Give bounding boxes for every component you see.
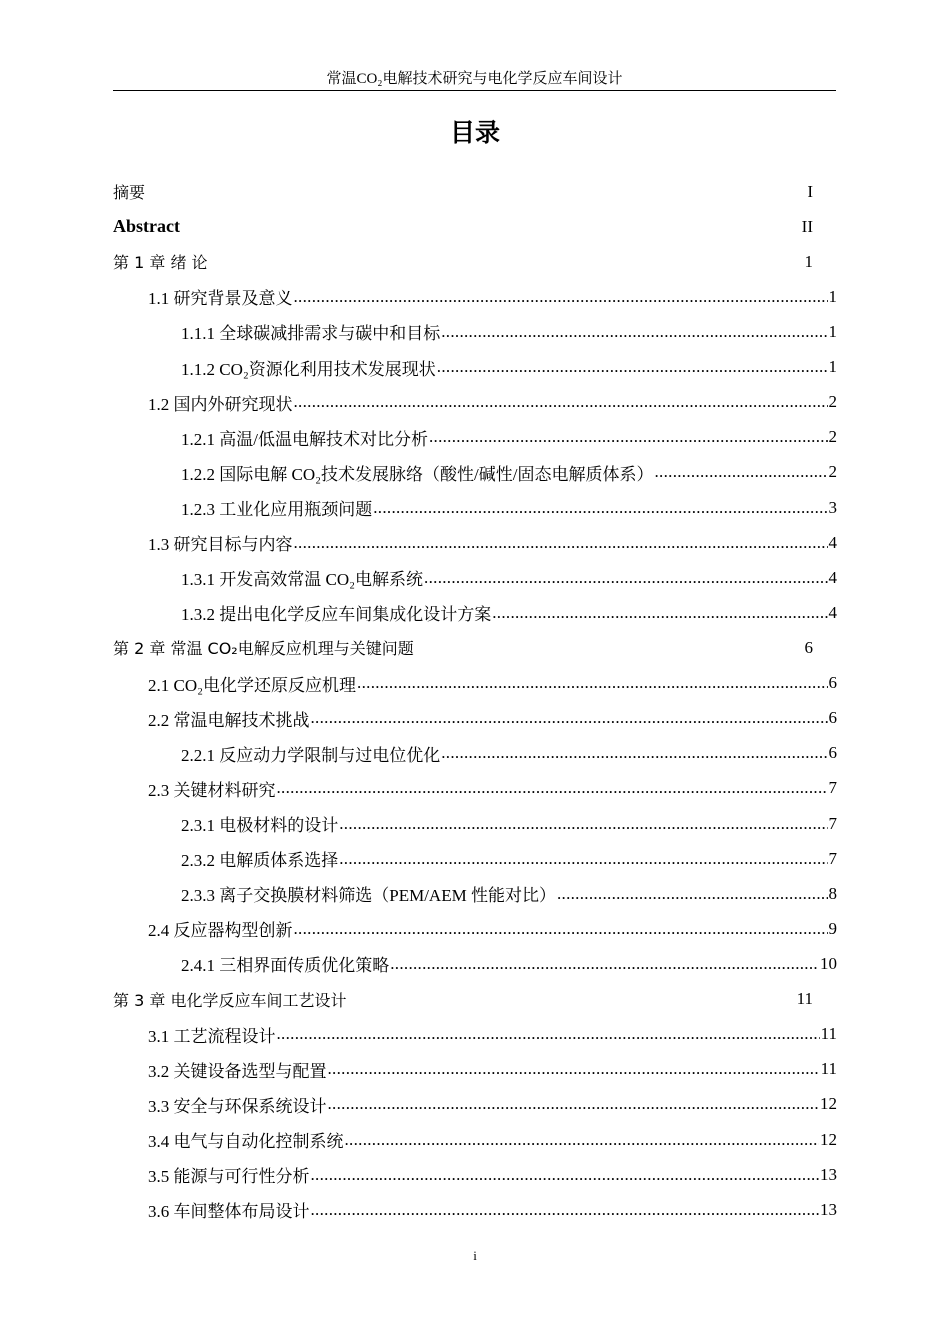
toc-entry-label: 3.6 车间整体布局设计: [148, 1202, 310, 1222]
toc-entry-label: 1.2 国内外研究现状: [148, 394, 293, 414]
toc-entry-1-3-1[interactable]: [113, 560, 837, 595]
dot-leader: [277, 778, 828, 798]
toc-entry-page: 4: [828, 532, 837, 552]
toc-entry-page: 11: [796, 989, 813, 1009]
toc-entry-page: 7: [828, 778, 837, 798]
toc-entry-page: 7: [828, 813, 837, 833]
dot-leader: [311, 1165, 820, 1185]
toc-entry-page: 10: [820, 953, 837, 973]
dot-leader: [441, 743, 827, 763]
toc-entry-label: 3.3 安全与环保系统设计: [148, 1096, 327, 1116]
toc-entry-chapter-1[interactable]: [113, 244, 837, 279]
toc-entry-label: 1.1 研究背景及意义: [148, 289, 293, 309]
dot-leader: [311, 1200, 820, 1220]
toc-entry-abstract-cn[interactable]: [113, 174, 837, 209]
dot-leader: [390, 954, 819, 974]
toc-entry-label: 1.2.2 国际电解 CO₂技术发展脉络（酸性/碱性/固态电解质体系）: [181, 464, 654, 484]
toc-entry-page: 2: [828, 427, 837, 447]
dot-leader: [294, 392, 828, 412]
toc-entry-3-4[interactable]: [113, 1122, 837, 1157]
toc-entry-2-3-2[interactable]: [113, 841, 837, 876]
page-number-footer: i: [473, 1248, 477, 1263]
toc-entry-page: 6: [804, 637, 813, 657]
toc-entry-page: 13: [820, 1199, 837, 1219]
header-rule: [113, 90, 836, 91]
toc-entry-1-3[interactable]: [113, 525, 837, 560]
toc-entry-label: 1.3 研究目标与内容: [148, 535, 293, 555]
toc-entry-page: 6: [828, 743, 837, 763]
toc-entry-2-3[interactable]: [113, 771, 837, 806]
toc-entry-page: 7: [828, 848, 837, 868]
toc-entry-chapter-2[interactable]: [113, 630, 837, 665]
toc-entry-label: 3.4 电气与自动化控制系统: [148, 1132, 344, 1151]
toc-entry-1-1[interactable]: [113, 279, 837, 314]
toc-entry-label: 3.5 能源与可行性分析: [148, 1167, 310, 1187]
toc-entry-page: 3: [828, 497, 837, 517]
dot-leader: [328, 1059, 820, 1079]
toc-entry-page: 2: [828, 462, 837, 482]
toc-entry-1-1-2[interactable]: [113, 350, 837, 385]
dot-leader: [429, 427, 828, 447]
toc-entry-label: 摘要: [113, 183, 146, 203]
toc-entry-2-3-1[interactable]: [113, 806, 837, 841]
toc-entry-1-1-1[interactable]: [113, 314, 837, 349]
dot-leader: [373, 498, 827, 518]
toc-entry-page: 1: [828, 357, 837, 377]
toc-entry-2-2[interactable]: [113, 701, 837, 736]
toc-entry-page: 1: [804, 251, 813, 271]
dot-leader: [294, 919, 828, 939]
toc-entry-chapter-3[interactable]: [113, 982, 837, 1017]
dot-leader: [441, 322, 827, 342]
toc-entry-label: Abstract: [113, 216, 180, 237]
dot-leader: [277, 1024, 820, 1044]
toc-entry-label: 2.3 关键材料研究: [148, 780, 276, 800]
toc-entry-label: 2.4 反应器构型创新: [148, 921, 293, 941]
toc-entry-1-2-2[interactable]: [113, 455, 837, 490]
toc-entry-2-4-1[interactable]: [113, 946, 837, 981]
toc-entry-label: 2.3.1 电极材料的设计: [181, 816, 339, 836]
dot-leader: [557, 884, 828, 904]
toc-entry-label: 1.2.3 工业化应用瓶颈问题: [181, 500, 373, 520]
toc-entry-label: 3.1 工艺流程设计: [148, 1026, 276, 1046]
toc-title: 目录: [449, 118, 500, 147]
toc-entry-page: 4: [828, 567, 837, 587]
dot-leader: [655, 462, 828, 482]
toc-entry-page: 1: [828, 286, 837, 306]
toc-entry-label: 2.2 常温电解技术挑战: [148, 710, 310, 730]
toc-entry-page: 9: [828, 918, 837, 938]
toc-entry-2-4[interactable]: [113, 911, 837, 946]
toc-entry-page: 6: [828, 673, 837, 693]
toc-entry-page: I: [807, 181, 813, 201]
table-of-contents: [113, 174, 837, 1227]
toc-entry-label: 1.1.1 全球碳减排需求与碳中和目标: [181, 324, 441, 344]
toc-entry-abstract-en[interactable]: [113, 209, 837, 244]
toc-entry-2-1[interactable]: [113, 666, 837, 701]
toc-entry-1-3-2[interactable]: [113, 595, 837, 630]
toc-entry-label: 2.1 CO₂电化学还原反应机理: [148, 675, 357, 695]
toc-entry-label: 1.3.1 开发高效常温 CO₂电解系统: [181, 570, 424, 590]
toc-entry-page: 8: [828, 883, 837, 903]
toc-entry-page: 1: [828, 321, 837, 341]
dot-leader: [345, 1130, 820, 1150]
toc-entry-page: 12: [820, 1129, 837, 1149]
toc-entry-label: 第 3 章 电化学反应车间工艺设计: [113, 990, 347, 1010]
dot-leader: [357, 673, 827, 693]
dot-leader: [339, 849, 827, 869]
dot-leader: [328, 1094, 820, 1114]
toc-entry-3-6[interactable]: [113, 1192, 837, 1227]
toc-entry-page: 12: [820, 1094, 837, 1114]
toc-entry-2-2-1[interactable]: [113, 736, 837, 771]
dot-leader: [339, 814, 827, 834]
dot-leader: [294, 533, 828, 553]
toc-entry-label: 1.2.1 高温/低温电解技术对比分析: [181, 429, 428, 449]
toc-entry-2-3-3[interactable]: [113, 876, 837, 911]
dot-leader: [437, 357, 828, 377]
dot-leader: [424, 568, 827, 588]
toc-entry-label: 2.2.1 反应动力学限制与过电位优化: [181, 745, 441, 765]
toc-entry-3-1[interactable]: [113, 1017, 837, 1052]
toc-entry-page: 2: [828, 392, 837, 412]
dot-leader: [294, 287, 828, 307]
toc-entry-label: 2.3.2 电解质体系选择: [181, 851, 339, 871]
toc-entry-page: 6: [828, 708, 837, 728]
toc-entry-page: 13: [820, 1164, 837, 1184]
toc-entry-label: 3.2 关键设备选型与配置: [148, 1061, 327, 1081]
toc-entry-1-2[interactable]: [113, 385, 837, 420]
toc-entry-page: 11: [820, 1024, 837, 1044]
toc-entry-page: 11: [820, 1059, 837, 1079]
dot-leader: [492, 603, 827, 623]
toc-entry-3-2[interactable]: [113, 1052, 837, 1087]
toc-entry-label: 1.1.2 CO₂资源化利用技术发展现状: [181, 359, 436, 379]
dot-leader: [311, 708, 828, 728]
toc-entry-1-2-3[interactable]: [113, 490, 837, 525]
toc-entry-label: 第 1 章 绪 论: [113, 253, 208, 273]
toc-entry-1-2-1[interactable]: [113, 420, 837, 455]
running-header: 常温CO₂电解技术研究与电化学反应车间设计: [326, 71, 623, 87]
toc-entry-label: 2.4.1 三相界面传质优化策略: [181, 956, 390, 976]
toc-entry-page: II: [801, 216, 813, 236]
toc-entry-page: 4: [828, 602, 837, 622]
toc-entry-label: 2.3.3 离子交换膜材料筛选（PEM/AEM 性能对比）: [181, 886, 556, 906]
toc-entry-3-3[interactable]: [113, 1087, 837, 1122]
toc-entry-label: 1.3.2 提出电化学反应车间集成化设计方案: [181, 605, 492, 625]
toc-entry-label: 第 2 章 常温 CO₂电解反应机理与关键问题: [113, 639, 414, 659]
toc-entry-3-5[interactable]: [113, 1157, 837, 1192]
